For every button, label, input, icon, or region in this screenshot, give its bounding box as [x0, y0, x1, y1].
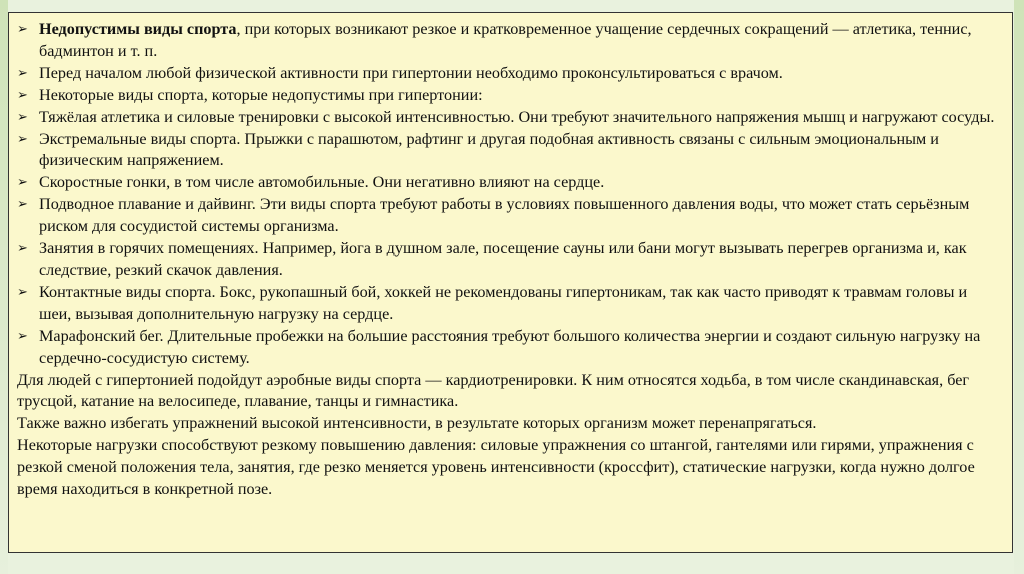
bullet-text	[39, 194, 1002, 238]
paragraph: Также важно избегать упражнений высокой интенсивности, в результате которых организм может перенапрягаться.	[17, 414, 817, 433]
bullet-body-text: Марафонский бег. Длительные пробежки на большие расстояния требуют большого количества энергии и создают сильную нагрузку на сердечно-сосудистую систему.	[39, 326, 981, 367]
bullet-text	[39, 107, 1002, 129]
bullet-body-text: Экстремальные виды спорта. Прыжки с парашютом, рафтинг и другая подобная активность связаны с сильным эмоциональным и физическим напряжением.	[39, 129, 939, 170]
bullet-body-text: Скоростные гонки, в том числе автомобильные. Они негативно влияют на сердце.	[39, 173, 605, 192]
bullet-item	[17, 282, 1002, 326]
bullet-item	[17, 85, 1002, 107]
arrow-bullet-icon: ➢	[17, 131, 28, 147]
arrow-bullet-icon: ➢	[17, 175, 28, 191]
bullet-item	[17, 238, 1002, 282]
arrow-bullet-icon: ➢	[17, 197, 28, 213]
bullet-item	[17, 326, 1002, 370]
bullet-body-text: , при которых возникают резкое и кратковременное учащение сердечных сокращений — атлетика, теннис, бадминтон и т. п.	[39, 20, 972, 60]
paragraph-list	[17, 370, 1002, 501]
arrow-bullet-icon: ➢	[17, 284, 28, 300]
bullet-body-text: Тяжёлая атлетика и силовые тренировки с высокой интенсивностью. Они требуют значительного напряжения мышц и нагружают сосуды.	[39, 107, 995, 126]
bullet-text	[39, 19, 1002, 63]
bullet-text	[39, 172, 1002, 194]
paragraph: Для людей с гипертонией подойдут аэробные виды спорта — кардиотренировки. К ним относятся ходьба, в том числе скандинавская, бег трусцой, катание на велосипеде, плавание, танцы и гимнастика.	[17, 370, 970, 411]
paragraph: Некоторые нагрузки способствуют резкому повышению давления: силовые упражнения со штангой, гантелями или гирями, упражнения с резкой сменой положения тела, занятия, где резко меняется уровень интенсивности (кроссфит), статические нагрузки, когда нужно долгое время находиться в конкретной позе.	[17, 436, 975, 499]
arrow-bullet-icon: ➢	[17, 87, 28, 103]
arrow-bullet-icon: ➢	[17, 65, 28, 81]
bullet-text	[39, 326, 1002, 370]
arrow-bullet-icon: ➢	[17, 109, 28, 125]
bullet-item	[17, 107, 1002, 129]
bullet-item	[17, 129, 1002, 173]
bullet-item	[17, 194, 1002, 238]
bullet-text	[39, 238, 1002, 282]
bullet-text	[39, 63, 1002, 85]
arrow-bullet-icon: ➢	[17, 241, 28, 257]
bullet-text	[39, 85, 1002, 107]
bullet-bold-text: Недопустимы виды спорта	[39, 20, 237, 38]
bullet-item	[17, 63, 1002, 85]
bullet-body-text: Подводное плавание и дайвинг. Эти виды спорта требуют работы в условиях повышенного давления воды, что может стать серьёзным риском для сосудистой системы организма.	[39, 195, 970, 236]
left-decor-strip	[0, 0, 8, 574]
bullet-body-text: Некоторые виды спорта, которые недопустимы при гипертонии:	[39, 85, 483, 104]
bullet-body-text: Перед началом любой физической активности при гипертонии необходимо проконсультироваться с врачом.	[39, 63, 783, 82]
bullet-list	[17, 19, 1002, 370]
arrow-bullet-icon: ➢	[17, 328, 28, 344]
bullet-text	[39, 129, 1002, 173]
bullet-item	[17, 172, 1002, 194]
bullet-item	[17, 19, 1002, 63]
arrow-bullet-icon: ➢	[17, 22, 28, 37]
text-box	[8, 12, 1013, 553]
bullet-body-text: Контактные виды спорта. Бокс, рукопашный бой, хоккей не рекомендованы гипертоникам, так как часто приводят к травмам головы и шеи, вызывая дополнительную нагрузку на сердце.	[39, 282, 968, 323]
right-decor-strip	[1014, 0, 1024, 574]
bullet-text	[39, 282, 1002, 326]
bullet-body-text: Занятия в горячих помещениях. Например, йога в душном зале, посещение сауны или бани могут вызывать перегрев организма и, как следствие, резкий скачок давления.	[39, 239, 967, 279]
